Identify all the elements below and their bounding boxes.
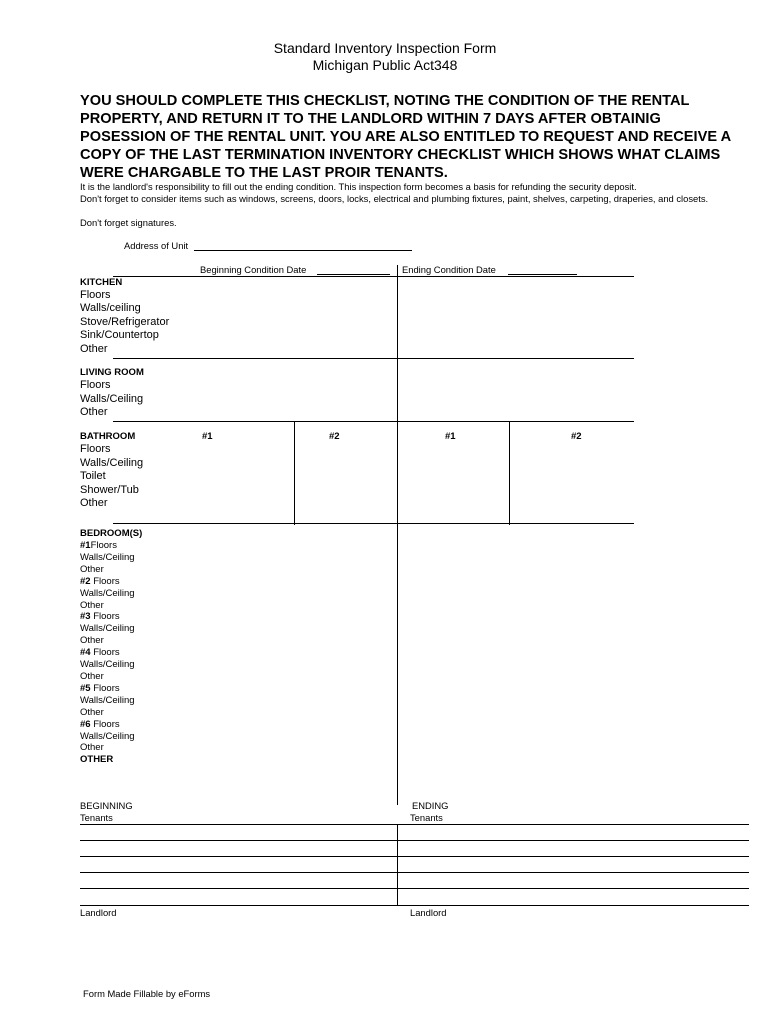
bedroom-6-other: Other: [80, 742, 104, 754]
header-rule: [113, 276, 634, 277]
tenant-signature-line-4[interactable]: [80, 872, 749, 873]
address-label: Address of Unit: [124, 240, 189, 251]
living-room-item-floors: Floors: [80, 379, 111, 391]
note-signatures: Don't forget signatures.: [80, 217, 177, 228]
ending-condition-label: Ending Condition Date: [402, 264, 496, 275]
landlord-left-label: Landlord: [80, 907, 117, 918]
bathroom-heading: BATHROOM: [80, 431, 136, 442]
living-room-heading: LIVING ROOM: [80, 367, 144, 378]
note-consider-items: Don't forget to consider items such as windows, screens, doors, locks, electrical and plumbing fixtures, paint, shelves, carpeting, draperies, and closets.: [80, 193, 709, 204]
bathroom-begin-col-2: #2: [329, 431, 340, 442]
tenant-signature-line-1[interactable]: [80, 824, 749, 825]
tenant-warning: YOU SHOULD COMPLETE THIS CHECKLIST, NOTING THE CONDITION OF THE RENTAL PROPERTY, AND RETURN IT TO THE LANDLORD WITHIN 7 DAYS AFTER OBTAINIG POSESSION OF THE RENTAL UNIT. YOU ARE ALSO ENTITLED TO REQUEST AND RECEIVE A COPY OF THE LAST TERMINATION INVENTORY CHECKLIST WHICH SHOWS WHAT CLAIMS WERE CHARGABLE TO THE LAST PROIR TENANTS.: [80, 93, 731, 181]
bathroom-begin-col-1: #1: [202, 431, 213, 442]
tenant-signature-line-5[interactable]: [80, 888, 749, 889]
bedroom-6-floors: #6 Floors: [80, 718, 120, 730]
bedroom-1-walls: Walls/Ceiling: [80, 551, 135, 563]
kitchen-rule: [113, 358, 634, 359]
bedroom-2-floors: #2 Floors: [80, 575, 120, 587]
footer-credit: Form Made Fillable by eForms: [83, 988, 211, 999]
kitchen-item-floors: Floors: [80, 289, 111, 301]
kitchen-item-walls: Walls/ceiling: [80, 302, 141, 314]
landlord-right-label: Landlord: [410, 907, 447, 918]
form-subtitle: Michigan Public Act348: [312, 57, 458, 73]
signature-divider: [397, 824, 398, 905]
tenant-signature-line-3[interactable]: [80, 856, 749, 857]
bathroom-rule: [113, 523, 634, 524]
tenant-signature-line-2[interactable]: [80, 840, 749, 841]
bedroom-1-other: Other: [80, 563, 104, 575]
beginning-condition-label: Beginning Condition Date: [200, 264, 307, 275]
beginning-tenants-label: Tenants: [80, 812, 113, 823]
bedroom-5-floors: #5 Floors: [80, 682, 120, 694]
bathroom-item-floors: Floors: [80, 443, 111, 455]
other-heading: OTHER: [80, 754, 114, 766]
bedroom-5-walls: Walls/Ceiling: [80, 694, 135, 706]
bedroom-6-walls: Walls/Ceiling: [80, 730, 135, 742]
bedroom-4-floors: #4 Floors: [80, 647, 120, 659]
bedroom-1-floors: #1Floors: [80, 540, 117, 551]
bedrooms-heading: BEDROOM(S): [80, 528, 143, 539]
ending-date-field[interactable]: [508, 274, 577, 275]
bedroom-4-other: Other: [80, 670, 104, 682]
bedroom-5-other: Other: [80, 706, 104, 718]
beginning-label: BEGINNING: [80, 800, 133, 811]
bedroom-3-walls: Walls/Ceiling: [80, 623, 135, 635]
bedroom-2-other: Other: [80, 599, 104, 611]
bedroom-2-walls: Walls/Ceiling: [80, 587, 135, 599]
bedroom-3-other: Other: [80, 635, 104, 647]
bathroom-item-toilet: Toilet: [80, 470, 106, 482]
bathroom-end-col-2: #2: [571, 431, 582, 442]
note-landlord-responsibility: It is the landlord's responsibility to fill out the ending condition. This inspection form becomes a basis for refunding the security deposit.: [80, 181, 637, 192]
bathroom-end-divider: [509, 421, 510, 525]
living-room-item-other: Other: [80, 406, 108, 418]
bedroom-4-walls: Walls/Ceiling: [80, 659, 135, 671]
bathroom-end-col-1: #1: [445, 431, 456, 442]
living-room-item-walls: Walls/Ceiling: [80, 393, 144, 405]
bathroom-begin-divider: [294, 421, 295, 525]
bathroom-item-walls: Walls/Ceiling: [80, 457, 144, 469]
bathroom-item-shower: Shower/Tub: [80, 484, 139, 496]
kitchen-heading: KITCHEN: [80, 277, 123, 288]
address-field[interactable]: [194, 250, 412, 251]
form-title: Standard Inventory Inspection Form: [273, 40, 497, 56]
column-divider: [397, 265, 398, 805]
kitchen-item-sink: Sink/Countertop: [80, 329, 159, 341]
kitchen-item-stove: Stove/Refrigerator: [80, 316, 170, 328]
ending-label: ENDING: [412, 800, 449, 811]
ending-tenants-label: Tenants: [410, 812, 443, 823]
beginning-date-field[interactable]: [317, 274, 390, 275]
landlord-signature-line[interactable]: [80, 905, 749, 906]
bedroom-3-floors: #3 Floors: [80, 611, 120, 623]
bathroom-item-other: Other: [80, 497, 108, 509]
kitchen-item-other: Other: [80, 343, 108, 355]
living-room-rule: [113, 421, 634, 422]
